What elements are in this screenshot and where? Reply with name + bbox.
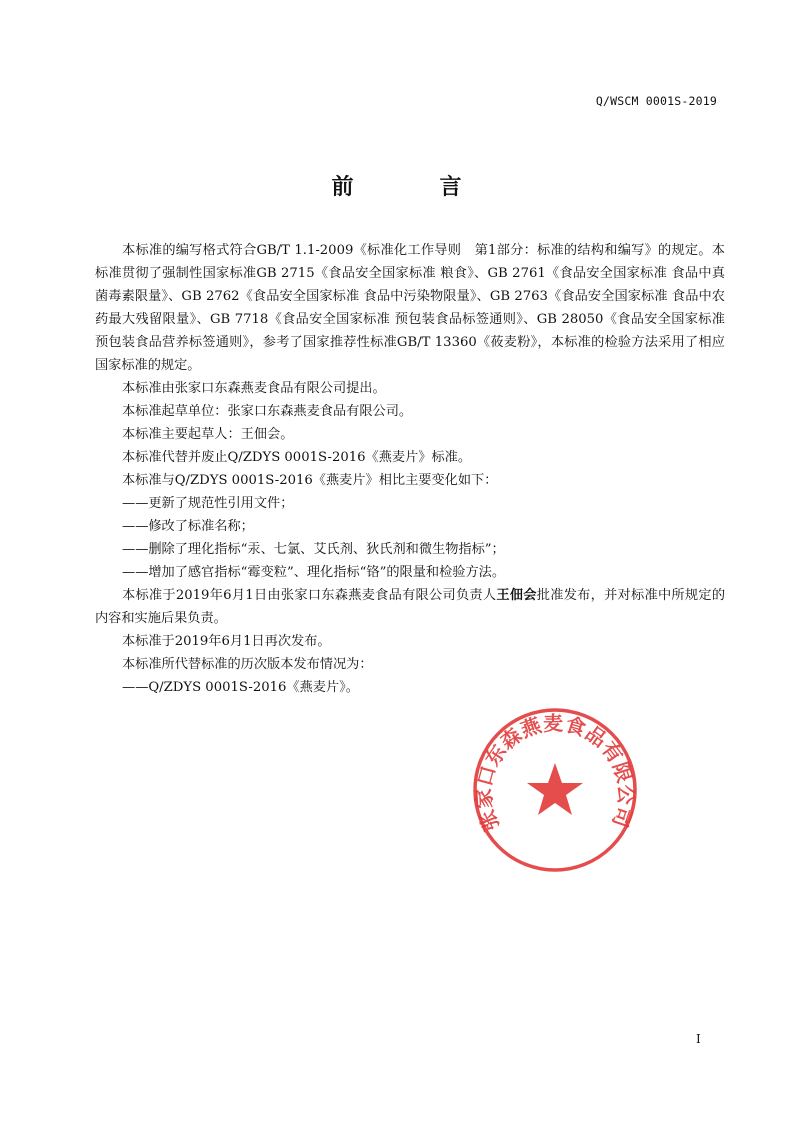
paragraph-drafter: 本标准主要起草人：王佃会。 [122,427,294,442]
paragraph-proposer: 本标准由张家口东森燕麦食品有限公司提出。 [122,381,386,396]
approval-text-a: 本标准于2019年6月1日由张家口东森燕麦食品有限公司负责人 [122,588,497,603]
approver-name: 王佃会 [496,588,537,603]
title-char-2: 言 [439,175,462,200]
paragraph-approval [95,584,725,630]
list-item: ——删除了理化指标“汞、七氯、艾氏剂、狄氏剂和微生物指标”； [122,542,505,557]
list-item: ——Q/ZDYS 0001S-2016《燕麦片》。 [122,680,359,695]
star-icon [527,763,583,815]
page-number: I [696,1032,701,1046]
company-seal [470,705,640,875]
list-item: ——更新了规范性引用文件； [122,496,294,511]
approval-text-b: 批准发布，并对标准中所规定的内容和实施后果负责。 [95,588,726,626]
paragraph-drafting-unit: 本标准起草单位：张家口东森燕麦食品有限公司。 [122,404,413,419]
page-title [0,170,793,201]
svg-text:张家口东森燕麦食品有限公司: 张家口东森燕麦食品有限公司 [471,711,639,835]
paragraph-format: 本标准的编写格式符合GB/T 1.1-2009《标准化工作导则 第1部分：标准的结构和编写》的规定。本标准贯彻了强制性国家标准GB 2715《食品安全国家标准 粮食》、GB 2761《食品安全国家标准 食品中真菌毒素限量》、GB 2762《食品安全国家标准 食品中污染物限量》、GB 2763《食品安全国家标准 食品中农药最大残留限量》、GB 7718《食品安全国家标准 预包装食品标签通则》、GB 28050《食品安全国家标准 预包装食品营养标签通则》，参考了国家推荐性标准GB/T 13360《莜麦粉》，本标准的检验方法采用了相应国家标准的规定。 [95,243,725,373]
list-item: ——增加了感官指标“霉变粒”、理化指标“铬”的限量和检验方法。 [122,565,506,580]
paragraph-history-intro: 本标准所代替标准的历次版本发布情况为： [122,657,373,672]
paragraph-replaces: 本标准代替并废止Q/ZDYS 0001S-2016《燕麦片》标准。 [122,450,472,465]
paragraph-changes-intro: 本标准与Q/ZDYS 0001S-2016《燕麦片》相比主要变化如下： [122,473,498,488]
list-item: ——修改了标准名称； [122,519,254,534]
title-char-1: 前 [331,175,354,200]
document-code: Q/WSCM 0001S-2019 [595,94,717,108]
paragraph-republish: 本标准于2019年6月1日再次发布。 [122,634,331,649]
foreword-body [95,239,725,699]
